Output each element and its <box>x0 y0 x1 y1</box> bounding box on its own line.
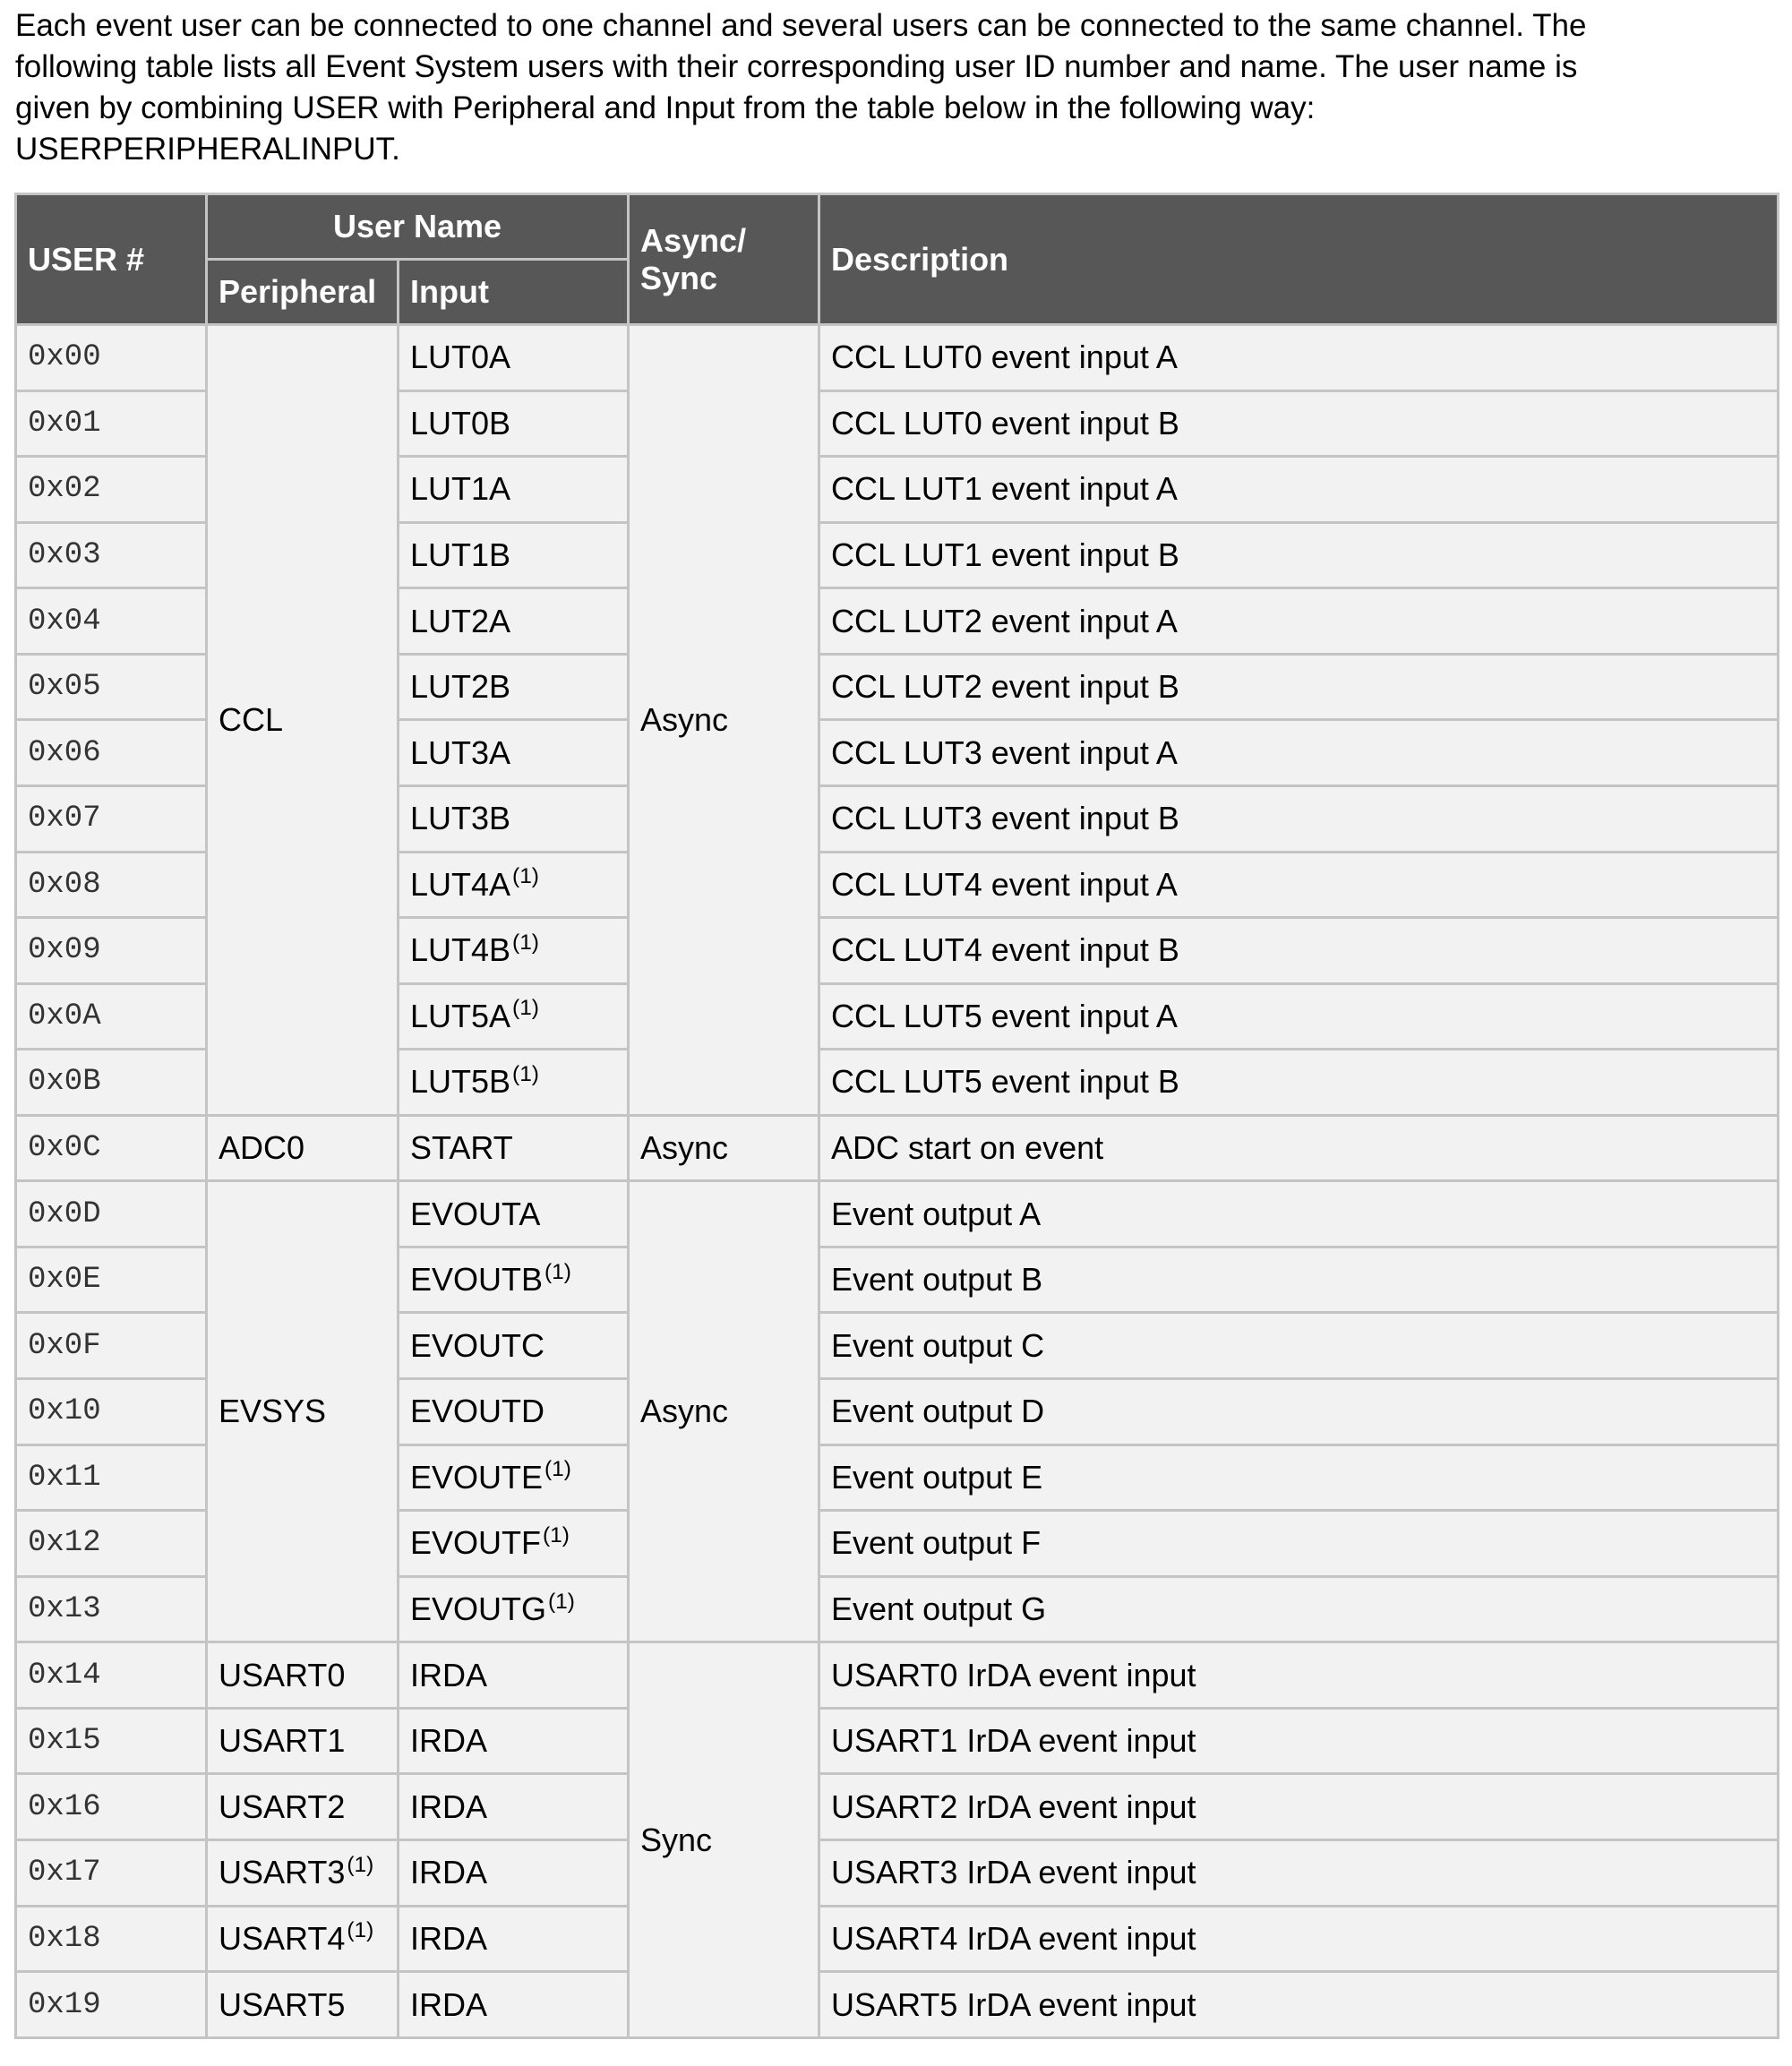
description-cell-text: Event output C <box>831 1326 1045 1364</box>
table-row <box>16 1774 1779 1840</box>
mode-cell-evsys <box>629 1181 819 1642</box>
input-cell <box>399 1050 629 1116</box>
description-cell <box>819 457 1779 523</box>
table-row <box>16 1642 1779 1709</box>
user-id-cell-text: 0x13 <box>28 1591 101 1626</box>
table-header <box>16 194 1779 325</box>
user-id-cell <box>16 852 207 918</box>
table-row <box>16 1839 1779 1906</box>
input-cell <box>399 457 629 523</box>
mode-cell-ccl-text: Async <box>640 700 729 738</box>
mode-cell-usart-text: Sync <box>640 1821 713 1858</box>
description-cell <box>819 1839 1779 1906</box>
input-cell-text: EVOUTE <box>410 1458 544 1496</box>
input-cell-text: LUT2A <box>410 602 511 639</box>
description-cell-text: CCL LUT0 event input A <box>831 339 1178 376</box>
description-cell-text: Event output G <box>831 1590 1047 1627</box>
user-id-cell-text: 0x17 <box>28 1856 101 1890</box>
user-id-cell-text: 0x11 <box>28 1460 101 1495</box>
peripheral-cell-evsys-text: EVSYS <box>219 1393 327 1430</box>
input-cell <box>399 1708 629 1774</box>
description-cell-text: CCL LUT1 event input B <box>831 536 1179 573</box>
table-row <box>16 1972 1779 2038</box>
mode-cell-adc-text: Async <box>640 1129 729 1167</box>
user-id-cell <box>16 1181 207 1247</box>
description-cell <box>819 1511 1779 1577</box>
input-cell-text: LUT5B <box>410 1063 511 1101</box>
input-cell <box>399 1972 629 2038</box>
header-user-num: USER # <box>16 194 207 325</box>
description-cell-text: USART2 IrDA event input <box>831 1787 1196 1825</box>
footnote-marker: (1) <box>548 1589 575 1614</box>
description-cell <box>819 522 1779 588</box>
user-id-cell <box>16 588 207 655</box>
description-cell-text: CCL LUT2 event input A <box>831 602 1178 639</box>
peripheral-cell-text: USART2 <box>219 1787 346 1825</box>
input-cell-text: START <box>410 1129 513 1167</box>
input-cell-text: LUT2B <box>410 668 511 706</box>
footnote-marker: (1) <box>544 1457 571 1482</box>
input-cell <box>399 1906 629 1972</box>
peripheral-cell-evsys <box>207 1181 399 1642</box>
input-cell <box>399 588 629 655</box>
table-body <box>16 325 1779 2038</box>
user-id-cell <box>16 918 207 984</box>
footnote-marker: (1) <box>512 996 539 1021</box>
description-cell-text: Event output A <box>831 1195 1042 1232</box>
footnote-marker: (1) <box>512 1062 539 1087</box>
input-cell <box>399 1642 629 1709</box>
description-cell <box>819 1181 1779 1247</box>
input-cell-text: LUT5A <box>410 997 511 1034</box>
input-cell-text: LUT0B <box>410 404 511 441</box>
user-id-cell <box>16 983 207 1050</box>
description-cell <box>819 1444 1779 1511</box>
peripheral-cell <box>207 1906 399 1972</box>
description-cell <box>819 720 1779 786</box>
intro-line-2: following table lists all Event System users with their corresponding user ID number and name. The user name is <box>15 49 1578 84</box>
input-cell <box>399 785 629 852</box>
user-id-cell-text: 0x14 <box>28 1658 101 1693</box>
footnote-marker: (1) <box>544 1259 571 1284</box>
input-cell <box>399 390 629 457</box>
intro-line-1: Each event user can be connected to one channel and several users can be connected to the same channel. The <box>15 8 1587 43</box>
description-cell-text: USART3 IrDA event input <box>831 1854 1196 1891</box>
mode-cell-evsys-text: Async <box>640 1393 729 1430</box>
peripheral-cell <box>207 1839 399 1906</box>
description-cell-text: USART5 IrDA event input <box>831 1985 1196 2023</box>
description-cell <box>819 654 1779 720</box>
event-users-table <box>14 193 1779 2039</box>
user-id-cell-text: 0x15 <box>28 1724 101 1759</box>
footnote-marker: (1) <box>512 864 539 889</box>
header-input: Input <box>399 260 629 325</box>
user-id-cell-text: 0x07 <box>28 802 101 836</box>
input-cell <box>399 1181 629 1247</box>
description-cell-text: Event output E <box>831 1458 1043 1496</box>
user-id-cell-text: 0x10 <box>28 1394 101 1429</box>
peripheral-cell-text: USART5 <box>219 1985 346 2023</box>
description-cell-text: Event output B <box>831 1261 1043 1299</box>
input-cell <box>399 522 629 588</box>
description-cell <box>819 1247 1779 1313</box>
peripheral-cell-text: USART3 <box>219 1854 346 1891</box>
description-cell-text: CCL LUT4 event input A <box>831 865 1178 903</box>
user-id-cell <box>16 1906 207 1972</box>
description-cell <box>819 1774 1779 1840</box>
input-cell <box>399 1576 629 1642</box>
user-id-cell-text: 0x03 <box>28 537 101 572</box>
user-id-cell <box>16 720 207 786</box>
table-row <box>16 1708 1779 1774</box>
user-id-cell-text: 0x00 <box>28 340 101 375</box>
description-cell-text: USART4 IrDA event input <box>831 1919 1196 1957</box>
user-id-cell <box>16 1379 207 1445</box>
user-id-cell <box>16 1576 207 1642</box>
input-cell-text: LUT4B <box>410 931 511 969</box>
description-cell <box>819 588 1779 655</box>
input-cell <box>399 1444 629 1511</box>
mode-cell-ccl <box>629 325 819 1116</box>
user-id-cell-text: 0x12 <box>28 1526 101 1561</box>
header-sync-line: Sync <box>640 259 718 296</box>
input-cell <box>399 1313 629 1379</box>
input-cell-text: IRDA <box>410 1919 488 1957</box>
user-id-cell <box>16 1247 207 1313</box>
description-cell-text: CCL LUT5 event input A <box>831 997 1178 1034</box>
header-peripheral: Peripheral <box>207 260 399 325</box>
peripheral-cell-text: USART4 <box>219 1919 346 1957</box>
peripheral-cell-text: USART1 <box>219 1722 346 1760</box>
input-cell-text: EVOUTA <box>410 1195 541 1232</box>
peripheral-cell-adc <box>207 1115 399 1181</box>
intro-line-3: given by combining USER with Peripheral and Input from the table below in the following way: <box>15 90 1316 125</box>
user-id-cell <box>16 785 207 852</box>
input-cell <box>399 1247 629 1313</box>
user-id-cell <box>16 1115 207 1181</box>
peripheral-cell-text: USART0 <box>219 1656 346 1693</box>
user-id-cell-text: 0x06 <box>28 735 101 770</box>
input-cell <box>399 654 629 720</box>
user-id-cell <box>16 1972 207 2038</box>
input-cell <box>399 983 629 1050</box>
peripheral-cell-ccl-text: CCL <box>219 700 284 738</box>
input-cell-text: LUT0A <box>410 339 511 376</box>
description-cell <box>819 325 1779 391</box>
input-cell-text: LUT1A <box>410 470 511 508</box>
user-id-cell-text: 0x0D <box>28 1196 101 1231</box>
description-cell-text: CCL LUT1 event input A <box>831 470 1178 508</box>
input-cell <box>399 1511 629 1577</box>
intro-paragraph <box>15 5 1784 170</box>
peripheral-cell <box>207 1708 399 1774</box>
user-id-cell-text: 0x0C <box>28 1131 101 1166</box>
peripheral-cell-adc-text: ADC0 <box>219 1129 305 1167</box>
user-id-cell <box>16 654 207 720</box>
user-id-cell-text: 0x0E <box>28 1263 101 1298</box>
user-id-cell <box>16 1642 207 1709</box>
user-id-cell-text: 0x09 <box>28 933 101 968</box>
peripheral-cell <box>207 1774 399 1840</box>
table-row <box>16 325 1779 391</box>
intro-line-4: USERPERIPHERALINPUT. <box>15 132 400 167</box>
table-row <box>16 1906 1779 1972</box>
user-id-cell <box>16 1444 207 1511</box>
description-cell-text: CCL LUT3 event input B <box>831 800 1179 837</box>
user-id-cell <box>16 325 207 391</box>
user-id-cell <box>16 1511 207 1577</box>
description-cell <box>819 918 1779 984</box>
header-user-name: User Name <box>207 194 629 260</box>
header-description: Description <box>819 194 1779 325</box>
description-cell-text: CCL LUT0 event input B <box>831 404 1179 441</box>
description-cell-text: CCL LUT3 event input A <box>831 733 1178 771</box>
input-cell-text: LUT4A <box>410 865 511 903</box>
input-cell-text: IRDA <box>410 1787 488 1825</box>
description-cell <box>819 1115 1779 1181</box>
input-cell-text: EVOUTG <box>410 1590 547 1627</box>
input-cell-text: LUT3A <box>410 733 511 771</box>
description-cell <box>819 983 1779 1050</box>
input-cell-text: LUT3B <box>410 800 511 837</box>
input-cell <box>399 918 629 984</box>
header-async-line: Async/ <box>640 221 747 259</box>
user-id-cell-text: 0x02 <box>28 472 101 507</box>
description-cell <box>819 1313 1779 1379</box>
user-id-cell <box>16 522 207 588</box>
input-cell <box>399 1839 629 1906</box>
input-cell <box>399 1379 629 1445</box>
user-id-cell <box>16 1050 207 1116</box>
user-id-cell-text: 0x18 <box>28 1921 101 1956</box>
description-cell-text: USART1 IrDA event input <box>831 1722 1196 1760</box>
description-cell-text: CCL LUT5 event input B <box>831 1063 1179 1101</box>
description-cell <box>819 1379 1779 1445</box>
input-cell-text: EVOUTB <box>410 1261 544 1299</box>
input-cell <box>399 1774 629 1840</box>
user-id-cell-text: 0x16 <box>28 1789 101 1824</box>
input-cell-text: IRDA <box>410 1656 488 1693</box>
description-cell <box>819 1642 1779 1709</box>
user-id-cell-text: 0x0B <box>28 1065 101 1100</box>
footnote-marker: (1) <box>347 1852 374 1877</box>
footnote-marker: (1) <box>512 930 539 955</box>
input-cell <box>399 852 629 918</box>
header-row-1 <box>16 194 1779 260</box>
input-cell-text: LUT1B <box>410 536 511 573</box>
input-cell <box>399 720 629 786</box>
input-cell-text: EVOUTF <box>410 1524 542 1562</box>
user-id-cell <box>16 1313 207 1379</box>
description-cell <box>819 390 1779 457</box>
description-cell-text: CCL LUT4 event input B <box>831 931 1179 969</box>
peripheral-cell-ccl <box>207 325 399 1116</box>
footnote-marker: (1) <box>543 1522 570 1547</box>
footnote-marker: (1) <box>347 1918 374 1943</box>
header-async-sync <box>629 194 819 325</box>
user-id-cell-text: 0x08 <box>28 867 101 902</box>
user-id-cell <box>16 1839 207 1906</box>
description-cell-text: USART0 IrDA event input <box>831 1656 1196 1693</box>
user-id-cell-text: 0x19 <box>28 1987 101 2022</box>
description-cell <box>819 1708 1779 1774</box>
description-cell <box>819 1576 1779 1642</box>
peripheral-cell <box>207 1972 399 2038</box>
user-id-cell <box>16 457 207 523</box>
table-row <box>16 1181 1779 1247</box>
mode-cell-usart <box>629 1642 819 2038</box>
description-cell <box>819 1906 1779 1972</box>
description-cell <box>819 1972 1779 2038</box>
input-cell-text: EVOUTC <box>410 1326 545 1364</box>
description-cell-text: Event output D <box>831 1393 1045 1430</box>
description-cell-text: ADC start on event <box>831 1129 1104 1167</box>
user-id-cell-text: 0x0F <box>28 1328 101 1363</box>
user-id-cell <box>16 1774 207 1840</box>
mode-cell-adc <box>629 1115 819 1181</box>
input-cell-text: EVOUTD <box>410 1393 545 1430</box>
input-cell-text: IRDA <box>410 1985 488 2023</box>
description-cell <box>819 852 1779 918</box>
user-id-cell-text: 0x05 <box>28 670 101 705</box>
peripheral-cell <box>207 1642 399 1709</box>
input-cell <box>399 325 629 391</box>
user-id-cell-text: 0x0A <box>28 999 101 1033</box>
user-id-cell-text: 0x01 <box>28 406 101 441</box>
description-cell <box>819 785 1779 852</box>
table-row <box>16 1115 1779 1181</box>
user-id-cell <box>16 390 207 457</box>
description-cell <box>819 1050 1779 1116</box>
input-cell <box>399 1115 629 1181</box>
user-id-cell <box>16 1708 207 1774</box>
description-cell-text: Event output F <box>831 1524 1042 1562</box>
user-id-cell-text: 0x04 <box>28 604 101 639</box>
input-cell-text: IRDA <box>410 1722 488 1760</box>
description-cell-text: CCL LUT2 event input B <box>831 668 1179 706</box>
input-cell-text: IRDA <box>410 1854 488 1891</box>
